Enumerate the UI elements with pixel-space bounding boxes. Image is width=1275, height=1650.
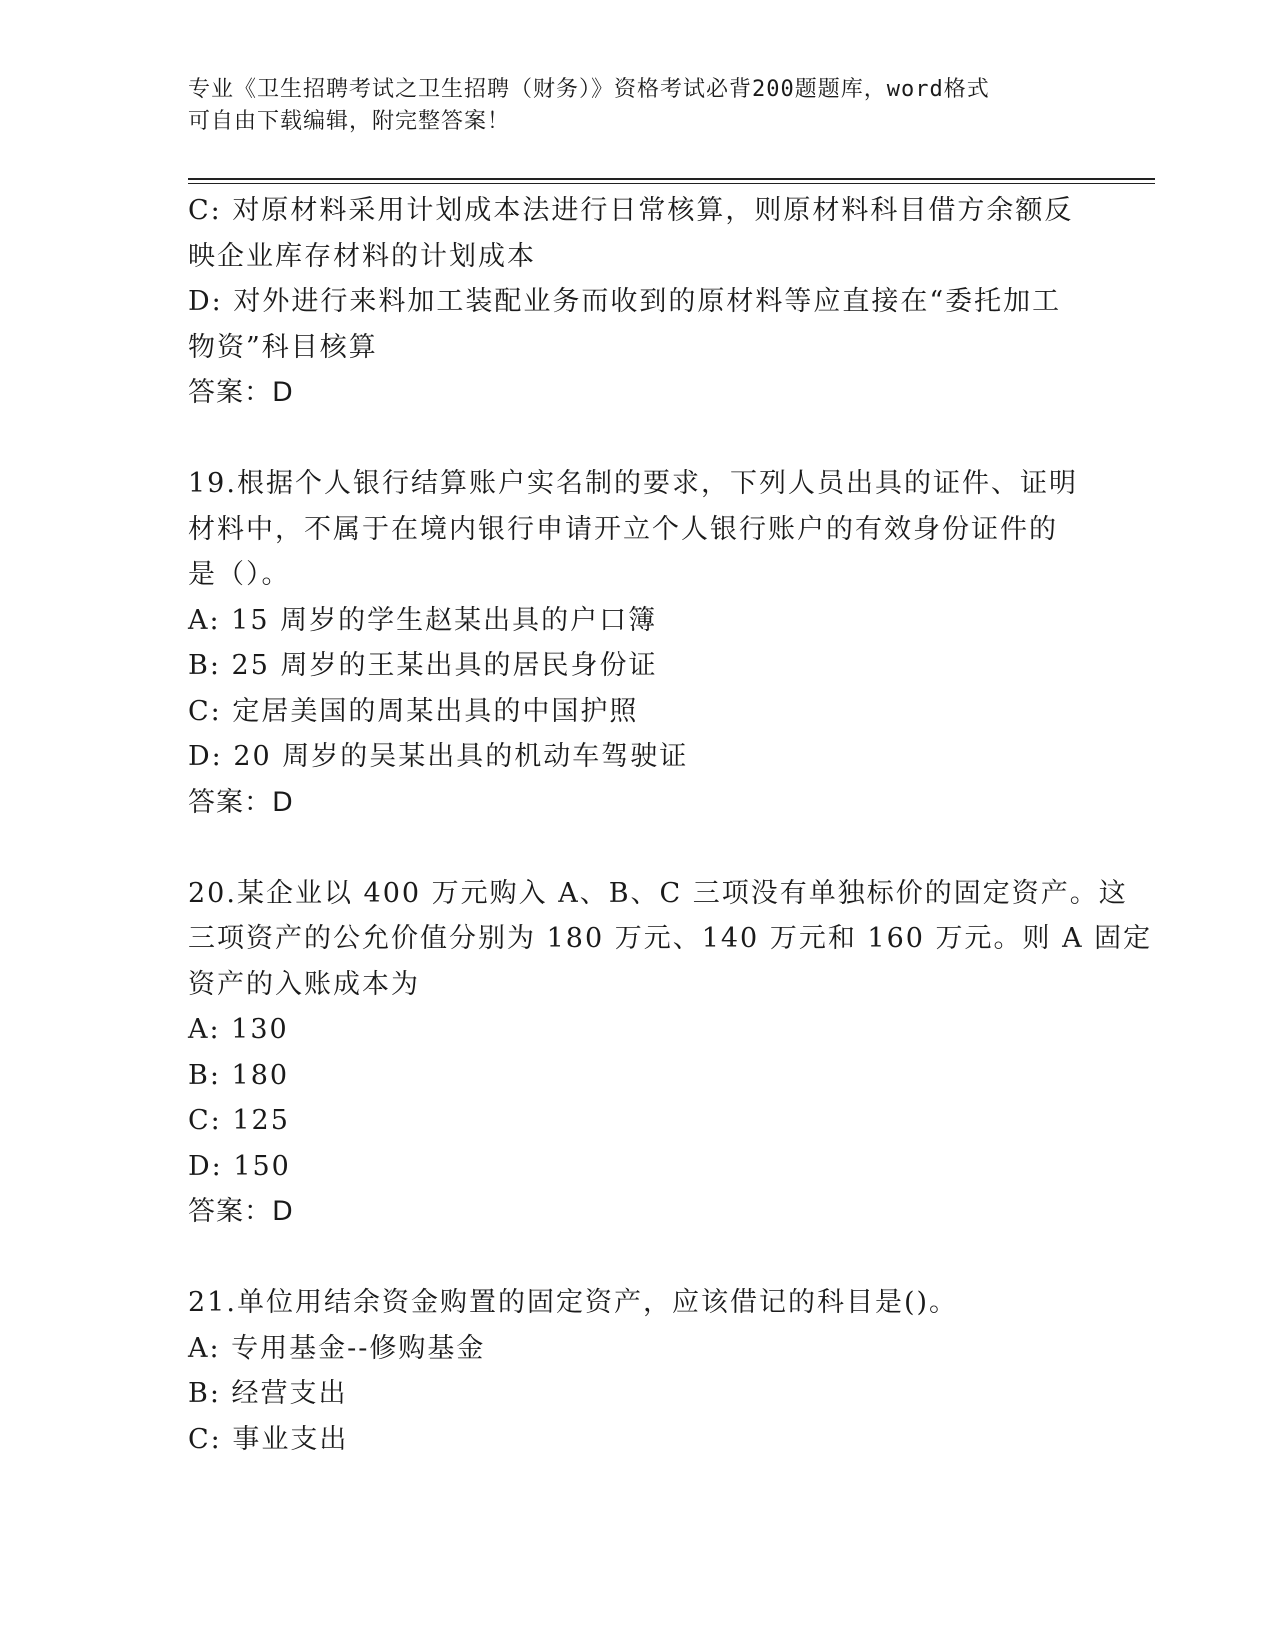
q21-stem-line-1: 21.单位用结余资金购置的固定资产，应该借记的科目是()。 <box>188 1287 959 1318</box>
question-21 <box>188 1280 1088 1462</box>
spacer <box>188 416 1088 462</box>
q20-option-b: B: 180 <box>188 1059 290 1091</box>
q20-option-d: D: 150 <box>188 1150 291 1182</box>
q19-option-c: C: 定居美国的周某出具的中国护照 <box>188 695 639 727</box>
q20-stem-line-1: 20.某企业以 400 万元购入 A、B、C 三项没有单独标价的固定资产。这 <box>188 877 1128 909</box>
question-19 <box>188 461 1088 825</box>
q19-answer: 答案：D <box>188 786 294 818</box>
q20-option-c: C: 125 <box>188 1105 290 1136</box>
q21-option-b: B: 经营支出 <box>188 1378 348 1409</box>
q20-stem-line-3: 资产的入账成本为 <box>188 968 420 1000</box>
q18-option-c-line-1: C: 对原材料采用计划成本法进行日常核算，则原材料科目借方余额反 <box>188 195 1074 226</box>
q18-option-c-line-2: 映企业库存材料的计划成本 <box>188 240 536 272</box>
q19-option-b: B: 25 周岁的王某出具的居民身份证 <box>188 650 658 681</box>
q20-option-a: A: 130 <box>188 1014 289 1045</box>
q19-stem-line-1: 19.根据个人银行结算账户实名制的要求，下列人员出具的证件、证明 <box>188 468 1078 499</box>
q18-option-d-line-2: 物资”科目核算 <box>188 331 378 363</box>
spacer <box>188 825 1088 871</box>
question-18-tail <box>188 188 1088 416</box>
header-divider <box>188 178 1155 184</box>
q21-option-c: C: 事业支出 <box>188 1423 349 1455</box>
header-line-2: 可自由下载编辑，附完整答案！ <box>188 109 511 134</box>
q18-answer: 答案：D <box>188 377 294 408</box>
spacer <box>188 1235 1088 1281</box>
question-content <box>188 188 1153 1462</box>
q19-stem-line-3: 是（）。 <box>188 559 291 590</box>
document-header <box>188 74 1068 138</box>
q20-stem-line-2: 三项资产的公允价值分别为 180 万元、140 万元和 160 万元。则 A 固定 <box>188 923 1153 954</box>
q19-stem-line-2: 材料中，不属于在境内银行申请开立个人银行账户的有效身份证件的 <box>188 513 1058 545</box>
question-20 <box>188 871 1153 1235</box>
header-line-1: 专业《卫生招聘考试之卫生招聘（财务）》资格考试必背200题题库，word格式 <box>188 77 990 102</box>
q19-option-a: A: 15 周岁的学生赵某出具的户口簿 <box>188 604 658 636</box>
q21-option-a: A: 专用基金--修购基金 <box>188 1332 486 1364</box>
q20-answer: 答案：D <box>188 1196 294 1227</box>
q18-option-d-line-1: D: 对外进行来料加工装配业务而收到的原材料等应直接在“委托加工 <box>188 286 1062 317</box>
q19-option-d: D: 20 周岁的吴某出具的机动车驾驶证 <box>188 741 689 772</box>
